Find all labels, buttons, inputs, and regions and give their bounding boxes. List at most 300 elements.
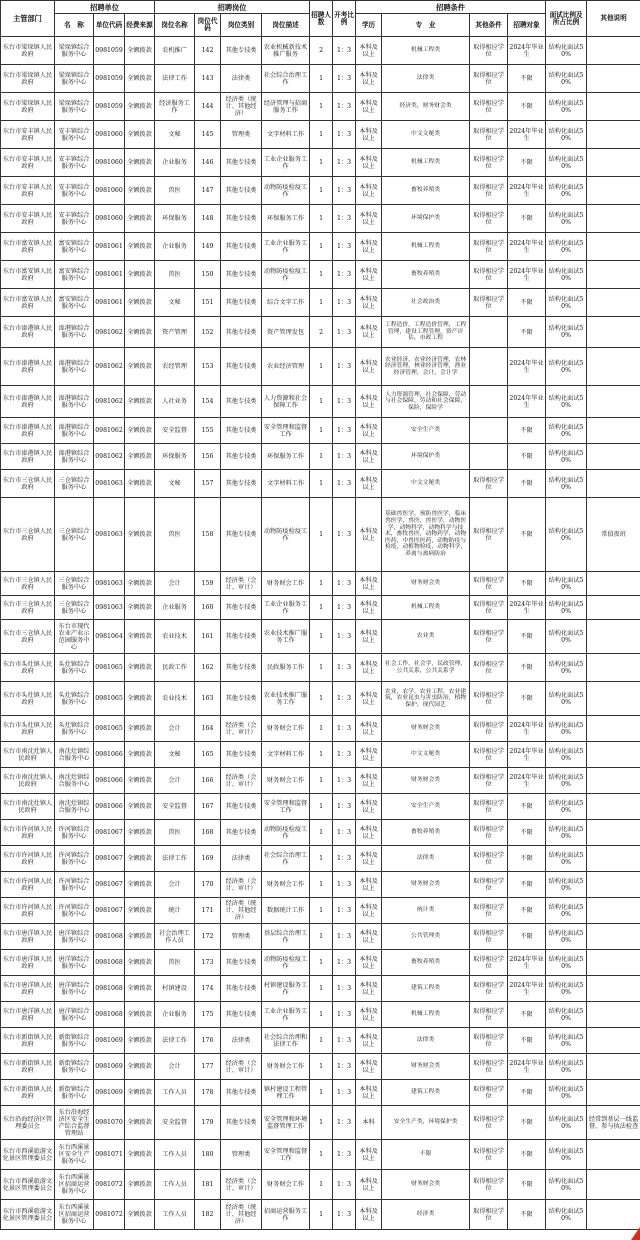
cell-post-type: 其他专技类 [221, 682, 262, 716]
cell-post-code: 180 [195, 1140, 221, 1170]
cell-unit-code: 0981060 [94, 121, 125, 149]
cell-target: 2024年毕业生 [508, 1054, 546, 1080]
cell-target: 不限 [508, 418, 546, 444]
cell-major: 法律类 [382, 846, 470, 872]
cell-post-name: 企业服务 [155, 596, 195, 620]
cell-post-name: 企业服务 [155, 1002, 195, 1028]
table-row [1, 1054, 640, 1080]
cell-other: 取得相应学位 [470, 950, 508, 976]
cell-interview: 结构化面试50% [546, 348, 587, 386]
cell-post-type: 其他专技类 [221, 470, 262, 498]
cell-note [587, 872, 640, 898]
cell-post-desc: 镇村建设工程管理工作 [262, 1080, 310, 1106]
cell-target: 不限 [508, 317, 546, 348]
cell-major: 工程造价，工程造价管理，工程管理，建设工程管理，资产评估，市政工程 [382, 317, 470, 348]
cell-post-name: 工作人员 [155, 1080, 195, 1106]
cell-ratio: 1：3 [333, 261, 356, 289]
cell-note [587, 924, 640, 950]
table-row [1, 317, 640, 348]
cell-edu: 本科及以上 [356, 794, 382, 820]
cell-unit-code: 0981071 [94, 1140, 125, 1170]
cell-ratio: 1：3 [333, 418, 356, 444]
cell-unit-name: 东台市现代农业产业示范园服务中心 [55, 620, 94, 654]
cell-post-name: 兽医 [155, 177, 195, 205]
cell-major: 法律类 [382, 65, 470, 93]
cell-unit-name: 安丰镇综合服务中心 [55, 205, 94, 233]
cell-target: 不限 [508, 205, 546, 233]
cell-count: 1 [310, 1080, 333, 1106]
cell-unit-code: 0981067 [94, 820, 125, 846]
cell-fund: 全额拨款 [125, 654, 155, 682]
cell-unit-name: 富安镇综合服务中心 [55, 289, 94, 317]
cell-target: 不限 [508, 924, 546, 950]
cell-unit-code: 0981063 [94, 572, 125, 596]
cell-dept: 东台市富安镇人民政府 [1, 289, 55, 317]
cell-post-desc: 工业企业服务工作 [262, 596, 310, 620]
cell-major: 畜牧养殖类 [382, 261, 470, 289]
cell-post-type: 其他专技类 [221, 386, 262, 418]
header-note: 其他说明 [587, 1, 640, 37]
cell-fund: 全额拨款 [125, 596, 155, 620]
cell-post-code: 157 [195, 470, 221, 498]
cell-post-type: 其他专技类 [221, 820, 262, 846]
cell-interview: 结构化面试50% [546, 93, 587, 121]
table-row [1, 444, 640, 470]
cell-other: 取得相应学位 [470, 654, 508, 682]
cell-major: 财务财会类 [382, 1170, 470, 1200]
cell-major: 经济类，财务财会类 [382, 93, 470, 121]
cell-note [587, 121, 640, 149]
cell-dept: 东台市安丰镇人民政府 [1, 205, 55, 233]
table-row [1, 121, 640, 149]
cell-count: 1 [310, 149, 333, 177]
cell-unit-name: 新街镇综合服务中心 [55, 1028, 94, 1054]
cell-interview: 结构化面试50% [546, 317, 587, 348]
cell-post-name: 会计 [155, 716, 195, 742]
cell-post-desc: 农业技术推广服务工作 [262, 620, 310, 654]
cell-other: 取得相应学位 [470, 620, 508, 654]
cell-unit-name: 安丰镇综合服务中心 [55, 177, 94, 205]
cell-other: 取得相应学位 [470, 93, 508, 121]
cell-post-code: 146 [195, 149, 221, 177]
cell-post-type: 管理类 [221, 121, 262, 149]
cell-dept: 东台市许河镇人民政府 [1, 820, 55, 846]
cell-edu: 本科及以上 [356, 470, 382, 498]
cell-post-code: 166 [195, 768, 221, 794]
cell-fund: 全额拨款 [125, 1054, 155, 1080]
cell-count: 1 [310, 742, 333, 768]
table-row [1, 1140, 640, 1170]
cell-ratio: 1：3 [333, 470, 356, 498]
cell-post-type: 经济类（会计、审计） [221, 572, 262, 596]
table-row [1, 1170, 640, 1200]
cell-edu: 本科及以上 [356, 289, 382, 317]
cell-unit-name: 唐洋镇综合服务中心 [55, 1002, 94, 1028]
cell-post-name: 兽医 [155, 820, 195, 846]
cell-post-code: 162 [195, 654, 221, 682]
cell-target: 不限 [508, 444, 546, 470]
cell-post-code: 147 [195, 177, 221, 205]
cell-post-name: 社会治理工作人员 [155, 924, 195, 950]
cell-unit-code: 0981060 [94, 177, 125, 205]
cell-note [587, 470, 640, 498]
cell-ratio: 1：3 [333, 444, 356, 470]
cell-dept: 东台市南沈灶镇人民政府 [1, 768, 55, 794]
cell-post-desc: 社会综合治理工作 [262, 846, 310, 872]
cell-post-code: 142 [195, 37, 221, 65]
cell-unit-code: 0981065 [94, 716, 125, 742]
cell-edu: 本科及以上 [356, 1200, 382, 1230]
cell-post-code: 152 [195, 317, 221, 348]
cell-post-code: 150 [195, 261, 221, 289]
cell-major: 畜牧养殖类 [382, 177, 470, 205]
cell-unit-name: 梁垛镇综合服务中心 [55, 65, 94, 93]
cell-unit-name: 唐洋镇综合服务中心 [55, 976, 94, 1002]
cell-major: 机械工程类 [382, 149, 470, 177]
cell-unit-code: 0981059 [94, 37, 125, 65]
cell-unit-name: 东台西溪景区安全生产服务中心 [55, 1140, 94, 1170]
cell-other: 取得相应学位 [470, 1170, 508, 1200]
cell-fund: 全额拨款 [125, 846, 155, 872]
cell-ratio: 1：3 [333, 498, 356, 572]
cell-unit-code: 0981072 [94, 1170, 125, 1200]
cell-post-code: 155 [195, 418, 221, 444]
cell-post-desc: 财务财会工作 [262, 768, 310, 794]
cell-count: 1 [310, 1106, 333, 1140]
cell-post-desc: 农业机械新技术推广服务 [262, 37, 310, 65]
cell-fund: 全额拨款 [125, 37, 155, 65]
cell-post-desc: 环保服务工作 [262, 205, 310, 233]
cell-major: 统计类 [382, 898, 470, 924]
cell-post-desc: 动物防疫检疫工作 [262, 820, 310, 846]
cell-unit-code: 0981062 [94, 386, 125, 418]
cell-post-type: 其他专技类 [221, 976, 262, 1002]
cell-unit-name: 富安镇综合服务中心 [55, 261, 94, 289]
cell-post-code: 153 [195, 348, 221, 386]
cell-unit-name: 溱港镇综合服务中心 [55, 444, 94, 470]
table-row [1, 1002, 640, 1028]
cell-target: 不限 [508, 1002, 546, 1028]
cell-other: 取得相应学位 [470, 1002, 508, 1028]
cell-unit-name: 新街镇综合服务中心 [55, 1080, 94, 1106]
cell-note [587, 177, 640, 205]
cell-post-desc: 招商运营服务工作 [262, 1200, 310, 1230]
cell-post-name: 安全监督 [155, 1106, 195, 1140]
cell-ratio: 1：3 [333, 149, 356, 177]
cell-unit-code: 0981061 [94, 233, 125, 261]
cell-major: 建筑工程类 [382, 1080, 470, 1106]
cell-target: 不限 [508, 1140, 546, 1170]
cell-target: 不限 [508, 820, 546, 846]
cell-edu: 本科及以上 [356, 177, 382, 205]
cell-target: 不限 [508, 872, 546, 898]
cell-count: 1 [310, 924, 333, 950]
cell-post-name: 兽医 [155, 950, 195, 976]
cell-target: 不限 [508, 846, 546, 872]
cell-note [587, 149, 640, 177]
cell-unit-name: 溱港镇综合服务中心 [55, 418, 94, 444]
cell-major: 人力资源管理，社会保障，劳动与社会保障，劳动和社会保障，保险，保险学 [382, 386, 470, 418]
cell-major: 财务财会类 [382, 872, 470, 898]
cell-target: 不限 [508, 620, 546, 654]
cell-note [587, 37, 640, 65]
cell-interview: 结构化面试50% [546, 444, 587, 470]
cell-post-desc: 财务财会工作 [262, 1170, 310, 1200]
cell-post-name: 资产管理 [155, 317, 195, 348]
cell-post-name: 人社业务 [155, 386, 195, 418]
cell-interview: 结构化面试50% [546, 1200, 587, 1230]
cell-post-desc: 安全管理和监督工作 [262, 1140, 310, 1170]
cell-unit-name: 梁垛镇综合服务中心 [55, 37, 94, 65]
cell-target: 2024年毕业生 [508, 716, 546, 742]
cell-note [587, 654, 640, 682]
cell-edu: 本科及以上 [356, 1054, 382, 1080]
cell-dept: 东台市溱港镇人民政府 [1, 418, 55, 444]
cell-post-desc: 经济管理与招商服务工作 [262, 93, 310, 121]
cell-target: 不限 [508, 498, 546, 572]
cell-ratio: 1：3 [333, 620, 356, 654]
cell-ratio: 1：3 [333, 65, 356, 93]
cell-other: 取得相应学位 [470, 37, 508, 65]
cell-interview: 结构化面试50% [546, 177, 587, 205]
cell-dept: 东台市三仓镇人民政府 [1, 498, 55, 572]
cell-major: 安全生产类 [382, 794, 470, 820]
cell-other [470, 348, 508, 386]
cell-ratio: 1：3 [333, 317, 356, 348]
cell-ratio: 1：3 [333, 976, 356, 1002]
cell-fund: 全额拨款 [125, 620, 155, 654]
table-row [1, 386, 640, 418]
cell-post-desc: 动物防疫检疫工作 [262, 177, 310, 205]
cell-other: 取得相应学位 [470, 65, 508, 93]
cell-dept: 东台市唐洋镇人民政府 [1, 950, 55, 976]
cell-fund: 全额拨款 [125, 1080, 155, 1106]
cell-post-desc: 工业企业服务工作 [262, 233, 310, 261]
cell-unit-name: 三仓镇综合服务中心 [55, 470, 94, 498]
header-post-desc: 岗位描述 [262, 14, 310, 37]
cell-post-desc: 农业技术推广服务工作 [262, 682, 310, 716]
cell-other: 取得相应学位 [470, 682, 508, 716]
cell-count: 1 [310, 470, 333, 498]
cell-count: 1 [310, 289, 333, 317]
cell-note [587, 716, 640, 742]
cell-unit-name: 头灶镇综合服务中心 [55, 716, 94, 742]
table-row [1, 742, 640, 768]
cell-note [587, 348, 640, 386]
cell-major: 社会工作，社会学，民政管理，公共关系，公共关系学 [382, 654, 470, 682]
cell-note [587, 1002, 640, 1028]
cell-count: 1 [310, 1054, 333, 1080]
cell-edu: 本科及以上 [356, 898, 382, 924]
table-row [1, 65, 640, 93]
cell-interview: 结构化面试50% [546, 470, 587, 498]
cell-count: 1 [310, 1002, 333, 1028]
cell-interview: 结构化面试50% [546, 976, 587, 1002]
cell-post-name: 文秘 [155, 121, 195, 149]
cell-fund: 全额拨款 [125, 820, 155, 846]
cell-unit-name: 头灶镇综合服务中心 [55, 682, 94, 716]
cell-edu: 本科及以上 [356, 348, 382, 386]
cell-interview: 结构化面试50% [546, 386, 587, 418]
table-row [1, 348, 640, 386]
table-row [1, 872, 640, 898]
cell-major: 公共管理类 [382, 924, 470, 950]
cell-unit-code: 0981068 [94, 950, 125, 976]
cell-ratio: 1：3 [333, 1054, 356, 1080]
cell-major: 财务财会类 [382, 716, 470, 742]
cell-post-desc: 村镇建设服务工作 [262, 976, 310, 1002]
cell-note [587, 261, 640, 289]
cell-interview: 结构化面试50% [546, 1106, 587, 1140]
cell-unit-code: 0981066 [94, 794, 125, 820]
cell-edu: 本科及以上 [356, 93, 382, 121]
cell-post-code: 164 [195, 716, 221, 742]
cell-ratio: 1：3 [333, 872, 356, 898]
cell-interview: 结构化面试50% [546, 572, 587, 596]
table-row [1, 470, 640, 498]
cell-count: 1 [310, 1200, 333, 1230]
cell-post-type: 其他专技类 [221, 289, 262, 317]
cell-dept: 东台市头灶镇人民政府 [1, 716, 55, 742]
cell-unit-code: 0981060 [94, 149, 125, 177]
cell-post-desc: 环保服务工作 [262, 444, 310, 470]
table-row [1, 976, 640, 1002]
cell-fund: 全额拨款 [125, 317, 155, 348]
table-row [1, 1028, 640, 1054]
cell-note [587, 386, 640, 418]
cell-target: 不限 [508, 654, 546, 682]
cell-count: 1 [310, 93, 333, 121]
cell-post-name: 会计 [155, 572, 195, 596]
cell-unit-code: 0981059 [94, 65, 125, 93]
cell-dept: 东台市溱港镇人民政府 [1, 386, 55, 418]
table-row [1, 177, 640, 205]
cell-target: 不限 [508, 1200, 546, 1230]
cell-ratio: 1：3 [333, 924, 356, 950]
cell-edu: 本科及以上 [356, 768, 382, 794]
cell-ratio: 1：3 [333, 716, 356, 742]
cell-unit-code: 0981069 [94, 1054, 125, 1080]
cell-target: 不限 [508, 794, 546, 820]
cell-other: 取得相应学位 [470, 768, 508, 794]
cell-major: 畜牧养殖类 [382, 820, 470, 846]
cell-ratio: 1：3 [333, 820, 356, 846]
cell-ratio: 1：3 [333, 1028, 356, 1054]
cell-target: 2024年毕业生 [508, 976, 546, 1002]
cell-post-type: 其他专技类 [221, 418, 262, 444]
cell-dept: 东台市富安镇人民政府 [1, 233, 55, 261]
cell-unit-name: 三仓镇综合服务中心 [55, 572, 94, 596]
cell-other: 取得相应学位 [470, 498, 508, 572]
cell-interview: 结构化面试50% [546, 794, 587, 820]
cell-post-name: 农业技术 [155, 620, 195, 654]
cell-interview: 结构化面试50% [546, 1140, 587, 1170]
cell-post-code: 165 [195, 742, 221, 768]
cell-post-type: 经济类（统计、其他经济） [221, 898, 262, 924]
cell-post-type: 管理类 [221, 1140, 262, 1170]
cell-post-desc: 财务财会工作 [262, 572, 310, 596]
cell-other: 取得相应学位 [470, 1054, 508, 1080]
cell-unit-code: 0981069 [94, 1028, 125, 1054]
cell-post-type: 其他专技类 [221, 498, 262, 572]
cell-count: 1 [310, 820, 333, 846]
cell-unit-name: 许河镇综合服务中心 [55, 820, 94, 846]
cell-count: 1 [310, 950, 333, 976]
cell-unit-code: 0981063 [94, 498, 125, 572]
header-other: 其他条件 [470, 14, 508, 37]
cell-note [587, 820, 640, 846]
cell-count: 1 [310, 1140, 333, 1170]
cell-post-code: 169 [195, 846, 221, 872]
cell-post-name: 文秘 [155, 289, 195, 317]
cell-count: 1 [310, 121, 333, 149]
cell-interview: 结构化面试50% [546, 1054, 587, 1080]
cell-dept: 东台市三仓镇人民政府 [1, 470, 55, 498]
cell-fund: 全额拨款 [125, 1106, 155, 1140]
cell-post-name: 兽医 [155, 261, 195, 289]
cell-ratio: 1：3 [333, 1200, 356, 1230]
cell-fund: 全额拨款 [125, 386, 155, 418]
cell-target: 不限 [508, 1106, 546, 1140]
cell-edu: 本科及以上 [356, 1080, 382, 1106]
cell-unit-name: 溱港镇综合服务中心 [55, 386, 94, 418]
cell-ratio: 1：3 [333, 1170, 356, 1200]
cell-note [587, 572, 640, 596]
cell-post-name: 工作人员 [155, 1170, 195, 1200]
cell-other: 取得相应学位 [470, 924, 508, 950]
cell-ratio: 1：3 [333, 1080, 356, 1106]
cell-major: 机械工程类 [382, 596, 470, 620]
cell-post-name: 法律工作 [155, 1028, 195, 1054]
cell-post-code: 148 [195, 205, 221, 233]
cell-post-type: 其他专技类 [221, 177, 262, 205]
cell-target: 2024年毕业生 [508, 348, 546, 386]
cell-post-name: 法律工作 [155, 846, 195, 872]
cell-post-type: 经济类（会计、审计） [221, 768, 262, 794]
cell-fund: 全额拨款 [125, 1028, 155, 1054]
cell-post-type: 其他专技类 [221, 654, 262, 682]
cell-other: 取得相应学位 [470, 1140, 508, 1170]
cell-post-code: 182 [195, 1200, 221, 1230]
cell-other: 取得相应学位 [470, 233, 508, 261]
cell-post-desc: 动物防疫检疫工作 [262, 261, 310, 289]
cell-count: 1 [310, 768, 333, 794]
cell-post-name: 农业技术 [155, 682, 195, 716]
cell-post-name: 农机推广 [155, 37, 195, 65]
cell-post-name: 企业服务 [155, 149, 195, 177]
cell-target: 2024年毕业生 [508, 37, 546, 65]
cell-target: 2024年毕业生 [508, 121, 546, 149]
table-row [1, 261, 640, 289]
cell-count: 1 [310, 596, 333, 620]
cell-unit-name: 东台沿海经济区安全生产综合监督管理站 [55, 1106, 94, 1140]
cell-target: 不限 [508, 898, 546, 924]
cell-edu: 本科及以上 [356, 572, 382, 596]
cell-unit-name: 新街镇综合服务中心 [55, 1054, 94, 1080]
cell-dept: 东台市头灶镇人民政府 [1, 654, 55, 682]
cell-target: 不限 [508, 149, 546, 177]
cell-edu: 本科及以上 [356, 742, 382, 768]
cell-post-desc: 文字材料工作 [262, 470, 310, 498]
header-post-code: 岗位代码 [195, 14, 221, 37]
cell-unit-code: 0981069 [94, 1080, 125, 1106]
cell-unit-code: 0981066 [94, 768, 125, 794]
cell-dept: 东台市西溪旅游文化景区管理委员会 [1, 1170, 55, 1200]
cell-fund: 全额拨款 [125, 233, 155, 261]
cell-post-type: 其他专技类 [221, 444, 262, 470]
cell-post-code: 177 [195, 1054, 221, 1080]
cell-note [587, 205, 640, 233]
